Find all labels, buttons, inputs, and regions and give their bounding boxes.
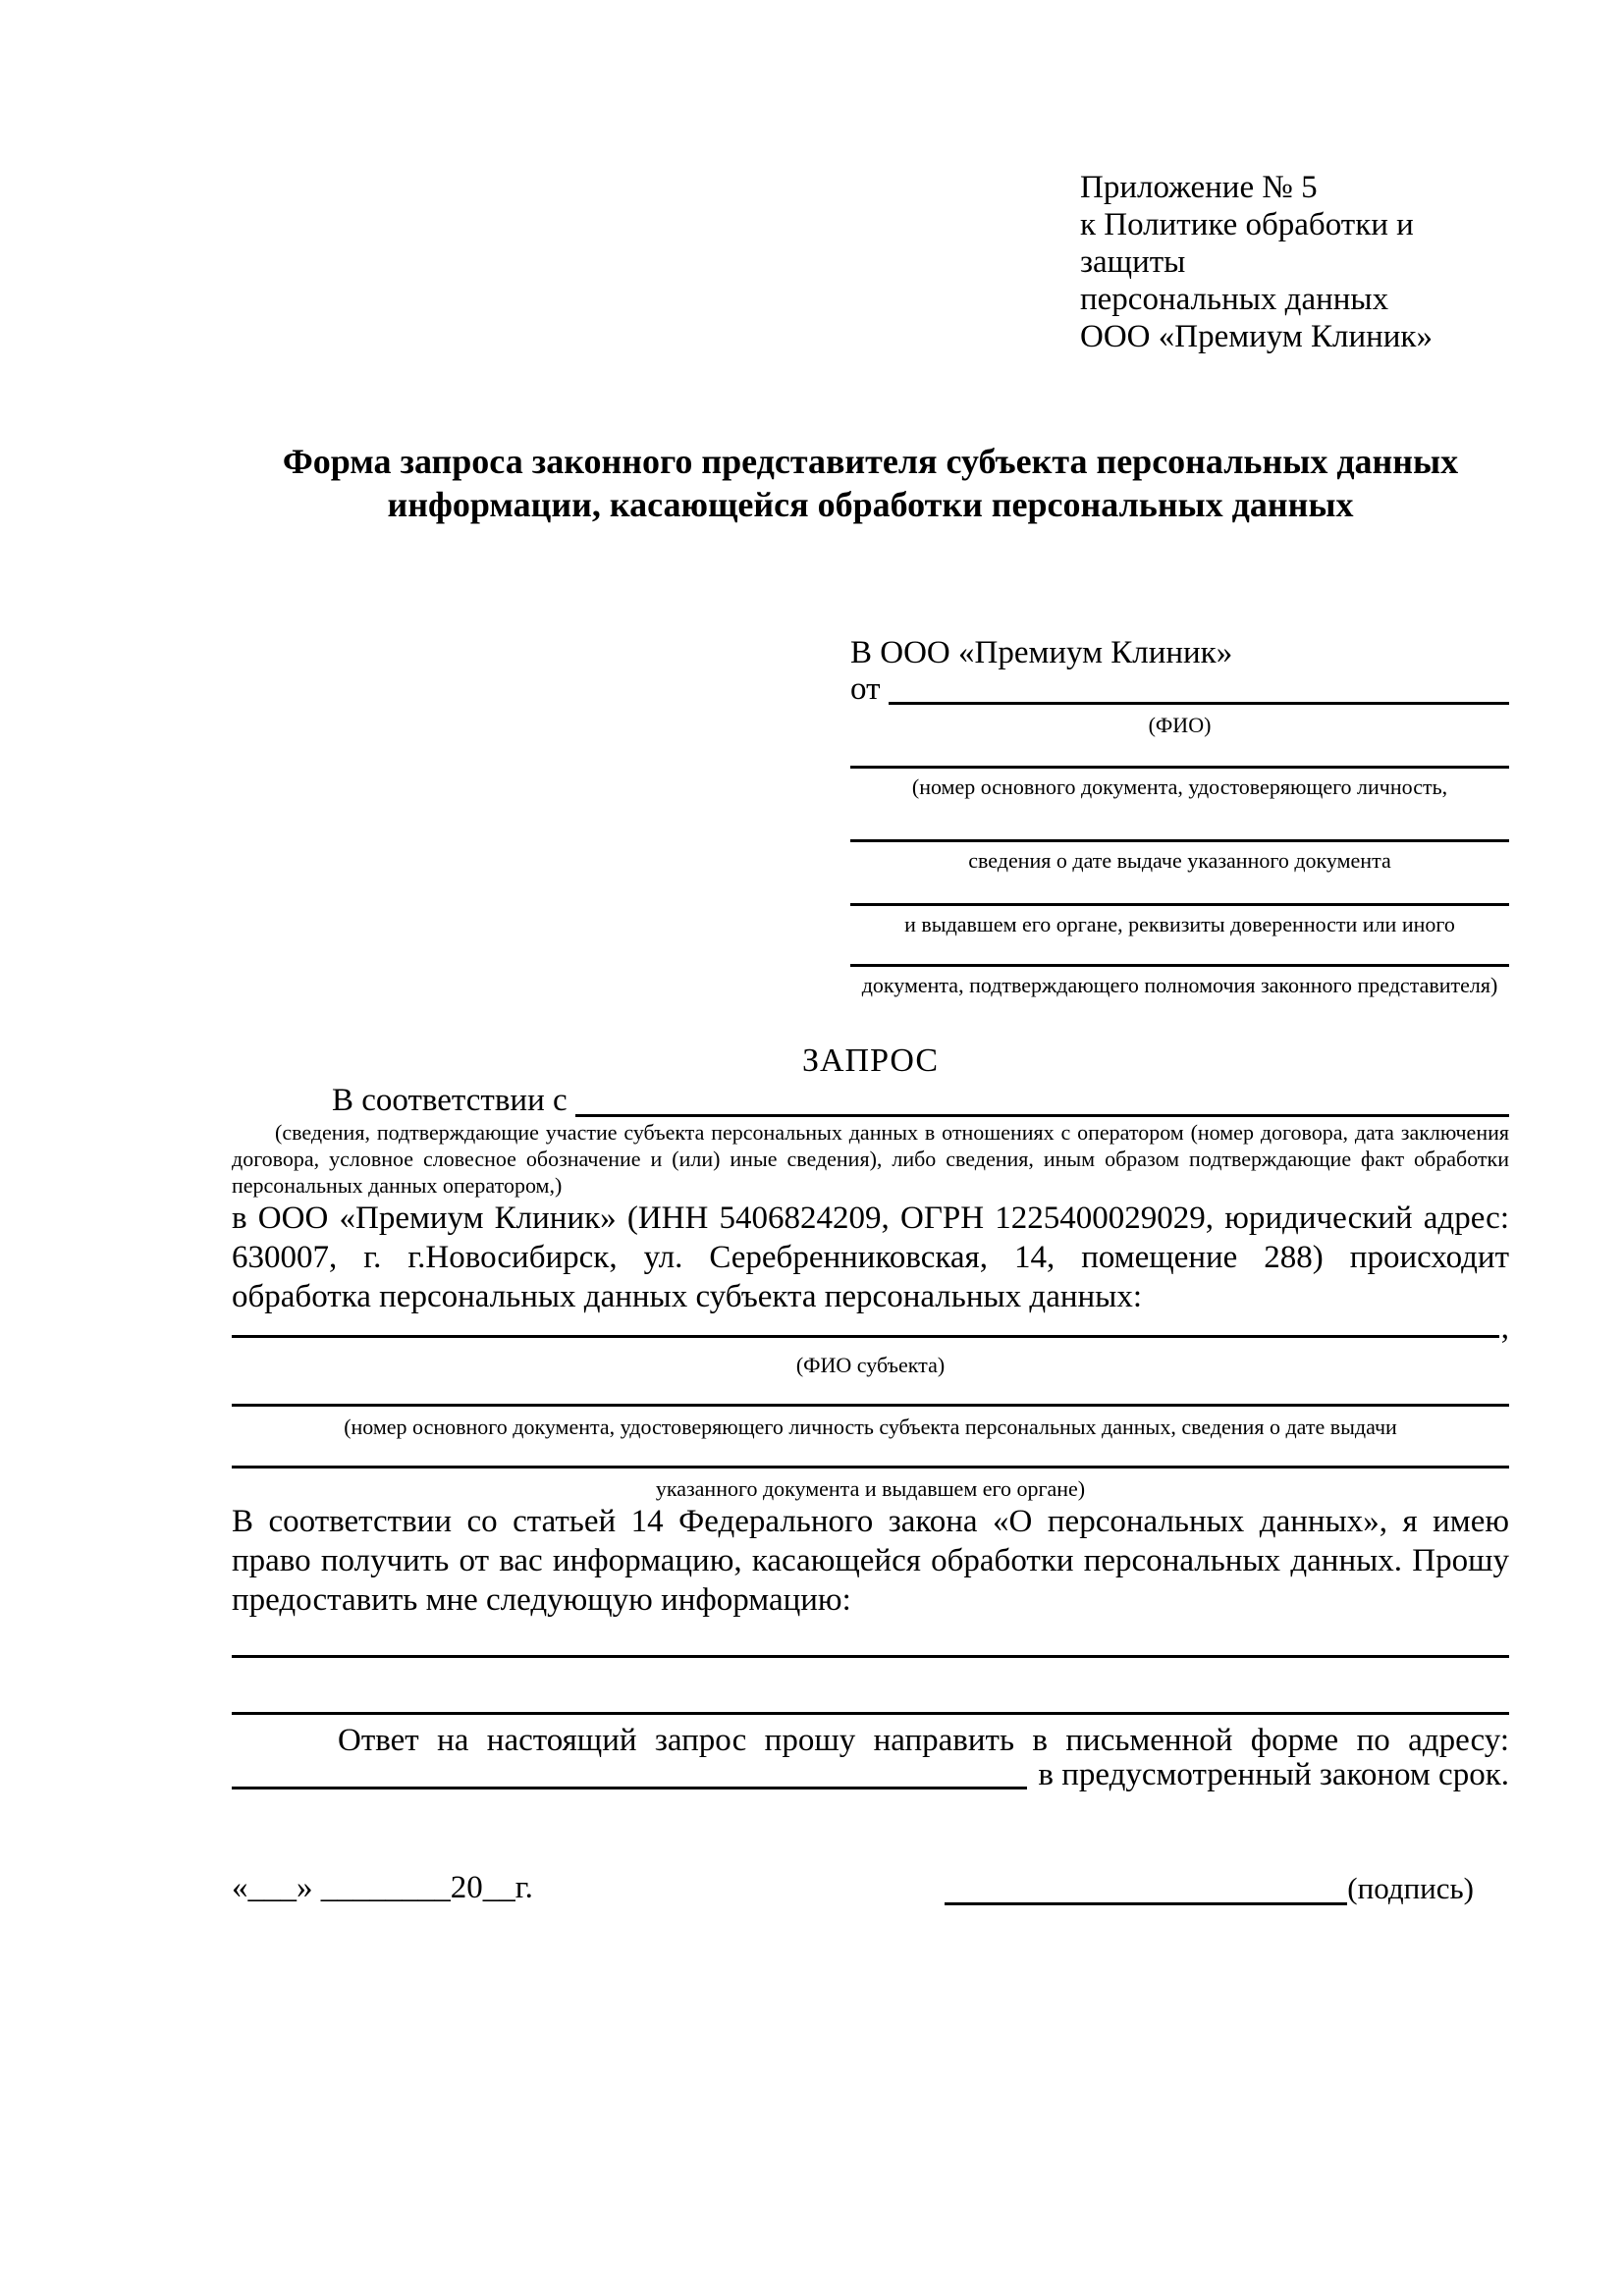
document-number-caption: (номер основного документа, удостоверяющего личность, [911, 774, 1448, 799]
from-field-row [850, 673, 1509, 705]
subject-issue-caption: указанного документа и выдавшем его органе) [655, 1476, 1086, 1501]
signature-caption: (подпись) [1347, 1871, 1474, 1905]
footer-row [232, 1870, 1509, 1905]
subject-issue-blank-field[interactable] [232, 1466, 1509, 1468]
subject-fio-comma: , [1500, 1310, 1509, 1346]
accordance-label: В соответствии с [332, 1083, 568, 1118]
request-heading: ЗАПРОС [801, 1042, 940, 1079]
signature-blank-field[interactable] [945, 1870, 1347, 1905]
subject-document-blank-field[interactable] [232, 1404, 1509, 1407]
address-blank-field[interactable] [232, 1760, 1027, 1789]
law-paragraph: В соответствии со статьей 14 Федерального закона «О персональных данных», я имею право получить от вас информацию, касающейся обработки персональных данных. Прошу предоставить мне следующую информацию: [232, 1504, 1509, 1618]
operator-paragraph: в ООО «Премиум Клиник» (ИНН 5406824209, ОГРН 1225400029029, юридический адрес: 630007, г. г.Новосибирск, ул. Серебренниковская, 14, помещение 288) происходит обработка персональных данных субъекта персональных данных: [232, 1201, 1509, 1314]
issue-date-field[interactable] [850, 839, 1509, 874]
document-title [232, 440, 1509, 526]
issuing-authority-field[interactable] [850, 903, 1509, 937]
appendix-line: ООО «Премиум Клиник» [1080, 319, 1433, 354]
appendix-line: персональных данных [1080, 282, 1389, 317]
addressee-org: В ООО «Премиум Клиник» [850, 635, 1233, 670]
issue-date-caption: сведения о дате выдаче указанного документа [968, 848, 1391, 873]
answer-address-row [232, 1757, 1509, 1792]
answer-paragraph: Ответ на настоящий запрос прошу направить в письменной форме по адресу: [338, 1723, 1509, 1758]
fio-blank-field[interactable] [889, 673, 1510, 705]
from-label: от [850, 671, 881, 707]
appendix-note [1080, 169, 1509, 355]
appendix-line: Приложение № 5 [1080, 170, 1318, 205]
subject-fio-blank-field[interactable] [232, 1316, 1499, 1338]
issuing-authority-caption: и выдавшем его органе, реквизиты доверенности или иного [904, 912, 1455, 936]
date-field[interactable]: «___» ________20__г. [232, 1870, 533, 1905]
authority-document-field[interactable] [850, 964, 1509, 998]
title-line-1: Форма запроса законного представителя субъекта персональных данных [282, 442, 1459, 481]
fio-caption: (ФИО) [1148, 713, 1212, 737]
info-blank-line-2[interactable] [232, 1712, 1509, 1715]
accordance-field-row [232, 1084, 1509, 1117]
title-line-2: информации, касающейся обработки персональных данных [387, 485, 1354, 524]
signature-block [945, 1870, 1474, 1905]
info-blank-line-1[interactable] [232, 1655, 1509, 1658]
document-number-field[interactable] [850, 766, 1509, 800]
authority-document-caption: документа, подтверждающего полномочия законного представителя) [861, 973, 1498, 997]
answer-suffix: в предусмотренный законом срок. [1038, 1757, 1509, 1792]
subject-document-caption: (номер основного документа, удостоверяющего личность субъекта персональных данных, сведения о дате выдачи [344, 1415, 1397, 1439]
appendix-line: к Политике обработки и защиты [1080, 207, 1414, 280]
subject-fio-caption: (ФИО субъекта) [795, 1353, 946, 1377]
addressee-block [850, 632, 1509, 998]
subject-section [232, 1310, 1509, 1502]
subject-fio-field-row [232, 1310, 1509, 1346]
intro-caption: (сведения, подтверждающие участие субъекта персональных данных в отношениях с оператором (номер договора, дата заключения договора, условное словесное обозначение и (или) иные сведения), либо сведения, иным образом подтверждающие факт обработки персональных данных оператором,) [232, 1120, 1509, 1198]
accordance-blank-field[interactable] [575, 1084, 1509, 1117]
